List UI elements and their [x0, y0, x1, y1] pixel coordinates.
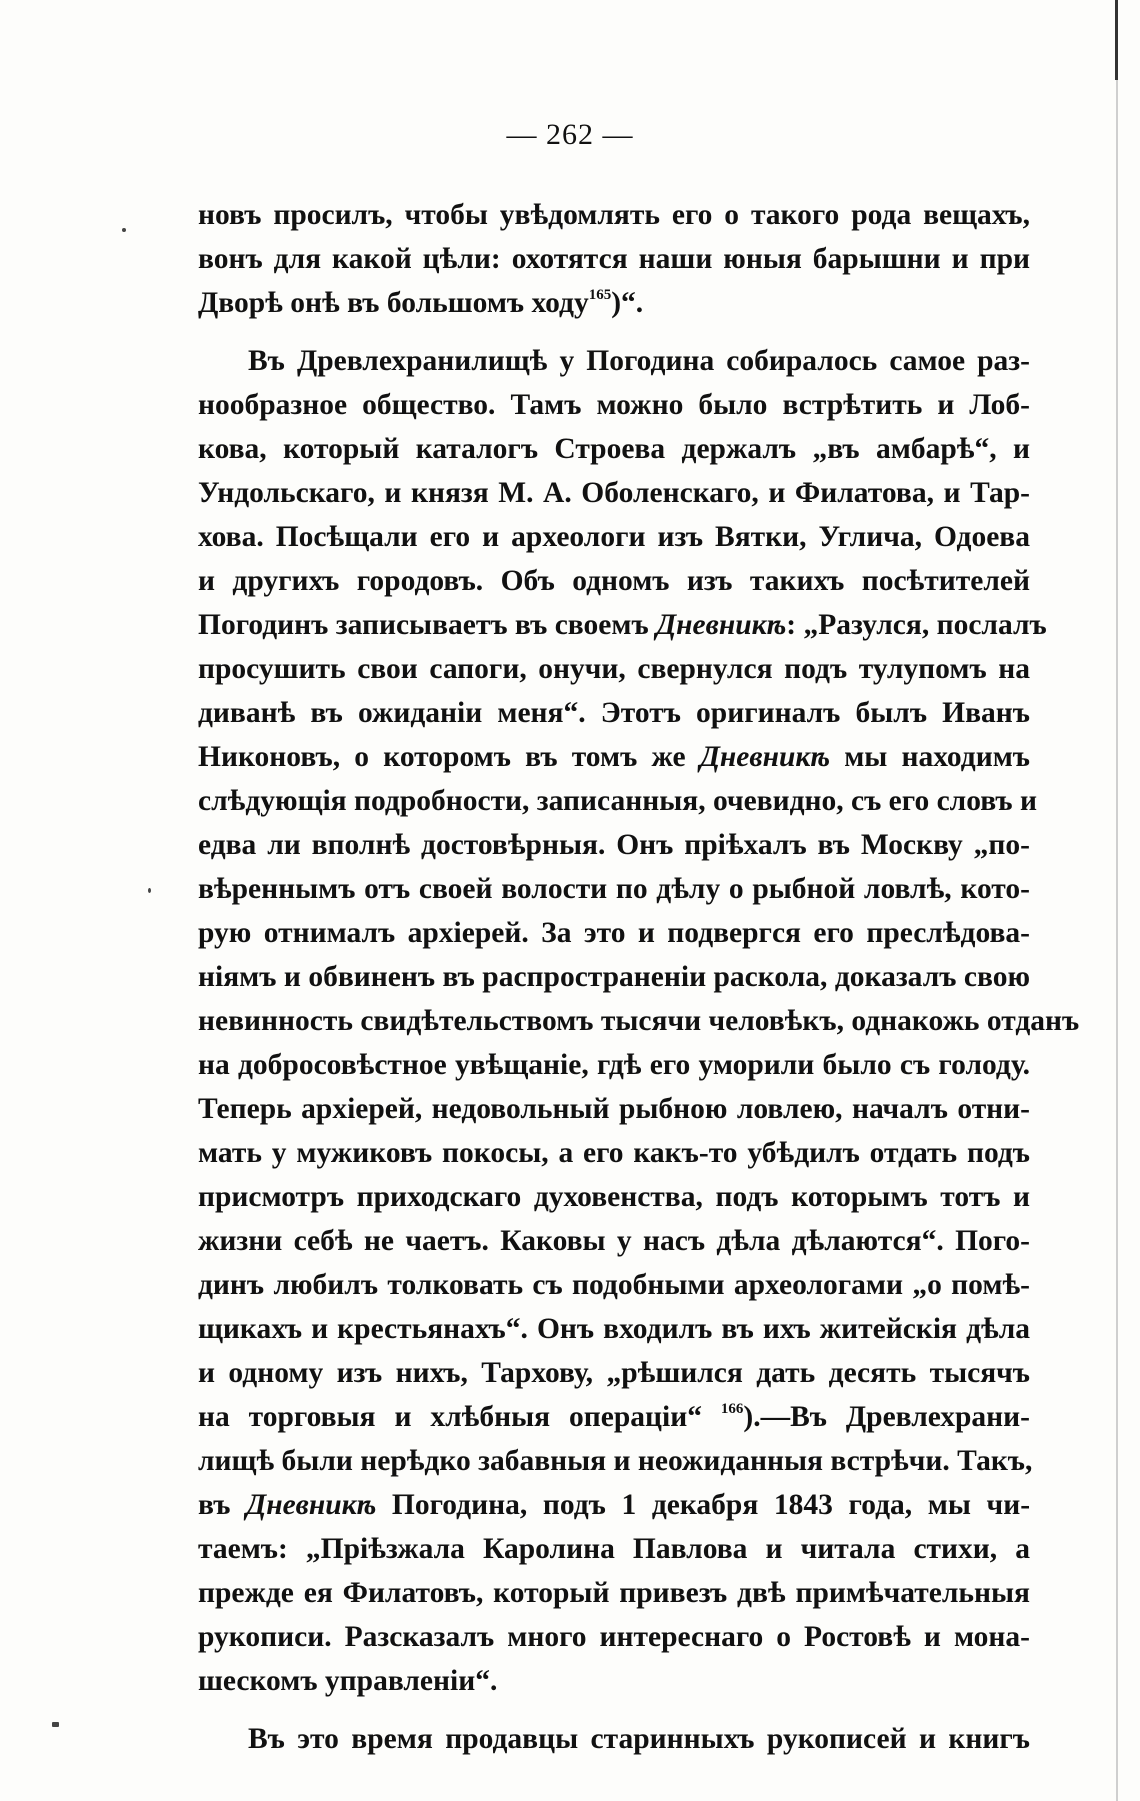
text-line: Въ Древлехранилищѣ у Погодина собиралось самое раз- — [248, 345, 1030, 377]
text-line — [198, 1483, 1030, 1527]
text-line: нообразное общество. Тамъ можно было встрѣтить и Лоб- — [198, 389, 1030, 421]
text-line: Въ это время продавцы старинныхъ рукописей и книгъ — [248, 1723, 1030, 1755]
text-fragment: Дворѣ онѣ въ большомъ ходу — [198, 287, 589, 319]
text-line: рукописи. Разсказалъ много интереснаго о Ростовѣ и мона- — [198, 1621, 1030, 1653]
italic-word: Дневникѣ — [699, 741, 830, 773]
text-line: хова. Посѣщали его и археологи изъ Вятки, Углича, Одоева — [198, 521, 1030, 553]
footnote-marker: 165 — [588, 287, 612, 303]
paragraph-1 — [198, 193, 1030, 325]
italic-word: Дневникѣ — [656, 609, 787, 641]
text-line — [198, 1395, 1030, 1439]
text-line: присмотръ приходскаго духовенства, подъ которымъ тотъ и — [198, 1181, 1030, 1213]
text-line: новъ просилъ, чтобы увѣдомлять его о такого рода вещахъ, — [198, 199, 1030, 231]
page-edge-mark — [1115, 0, 1118, 80]
text-fragment: Погодинъ записываетъ въ своемъ — [198, 609, 649, 641]
text-line: слѣдующія подробности, записанныя, очевидно, съ его словъ и — [198, 785, 1037, 817]
text-fragment: на торговыя и хлѣбныя операціи“ — [198, 1401, 702, 1433]
text-line: рую отнималъ архіерей. За это и подвергся его преслѣдова- — [198, 917, 1030, 949]
page-number: — 262 — — [506, 118, 634, 151]
text-line — [198, 735, 1030, 779]
text-line: шескомъ управленіи“. — [198, 1665, 498, 1697]
page-edge-line — [1116, 0, 1118, 1801]
text-fragment: мы находимъ — [844, 741, 1031, 773]
text-line: вонъ для какой цѣли: охотятся наши юныя барышни и при — [198, 243, 1030, 275]
scan-speck — [148, 888, 151, 893]
text-line: кова, который каталогъ Строева держалъ „въ амбарѣ“, и — [198, 433, 1030, 465]
text-line: таемъ: „Пріѣзжала Каролина Павлова и читала стихи, а — [198, 1533, 1030, 1565]
text-fragment: Никоновъ, о которомъ въ томъ же — [198, 741, 686, 773]
text-line: и одному изъ нихъ, Тархову, „рѣшился дать десять тысячъ — [198, 1357, 1030, 1389]
footnote-marker: 166 — [720, 1401, 744, 1417]
text-fragment: : „Разулся, послалъ — [786, 609, 1047, 641]
text-fragment: Погодина, подъ 1 декабря 1843 года, мы чи- — [391, 1489, 1031, 1521]
text-line: мать у мужиковъ покосы, а его какъ-то убѣдилъ отдать подъ — [198, 1137, 1030, 1169]
text-fragment: )“. — [611, 287, 644, 319]
scan-speck — [52, 1722, 59, 1727]
text-line: Теперь архіерей, недовольный рыбною ловлею, началъ отни- — [198, 1093, 1030, 1125]
text-line: прежде ея Филатовъ, который привезъ двѣ примѣчательныя — [198, 1577, 1030, 1609]
paragraph-gap — [198, 325, 1030, 339]
text-line: на добросовѣстное увѣщаніе, гдѣ его уморили было съ голоду. — [198, 1049, 1030, 1081]
scan-speck — [122, 228, 126, 232]
body-text — [198, 193, 1080, 1761]
text-fragment: въ — [198, 1489, 231, 1521]
text-fragment: ).—Въ Древлехрани- — [743, 1401, 1030, 1433]
text-line: жизни себѣ не чаетъ. Каковы у насъ дѣла дѣлаются“. Пого- — [198, 1225, 1030, 1257]
paragraph-2 — [198, 339, 1080, 1703]
paragraph-gap — [198, 1703, 1030, 1717]
text-line — [198, 281, 1030, 325]
text-line: лищѣ были нерѣдко забавныя и неожиданныя встрѣчи. Такъ, — [198, 1445, 1033, 1477]
text-line: и другихъ городовъ. Объ одномъ изъ такихъ посѣтителей — [198, 565, 1030, 597]
text-line: невинность свидѣтельствомъ тысячи человѣкъ, однакожь отданъ — [198, 1005, 1080, 1037]
text-line: динъ любилъ толковать съ подобными археологами „о помѣ- — [198, 1269, 1030, 1301]
text-line: едва ли вполнѣ достовѣрныя. Онъ пріѣхалъ въ Москву „по- — [198, 829, 1030, 861]
text-line: просушить свои сапоги, онучи, свернулся подъ тулупомъ на — [198, 653, 1030, 685]
text-line: диванѣ въ ожиданіи меня“. Этотъ оригиналъ былъ Иванъ — [198, 697, 1030, 729]
text-line: Ундольскаго, и князя М. А. Оболенскаго, и Филатова, и Тар- — [198, 477, 1030, 509]
text-line — [198, 603, 1047, 647]
text-line: ніямъ и обвиненъ въ распространеніи раскола, доказалъ свою — [198, 961, 1030, 993]
text-line: вѣреннымъ отъ своей волости по дѣлу о рыбной ловлѣ, кото- — [198, 873, 1030, 905]
italic-word: Дневникѣ — [246, 1489, 377, 1521]
paragraph-3 — [198, 1717, 1030, 1761]
text-line: щикахъ и крестьянахъ“. Онъ входилъ въ ихъ житейскія дѣла — [198, 1313, 1030, 1345]
